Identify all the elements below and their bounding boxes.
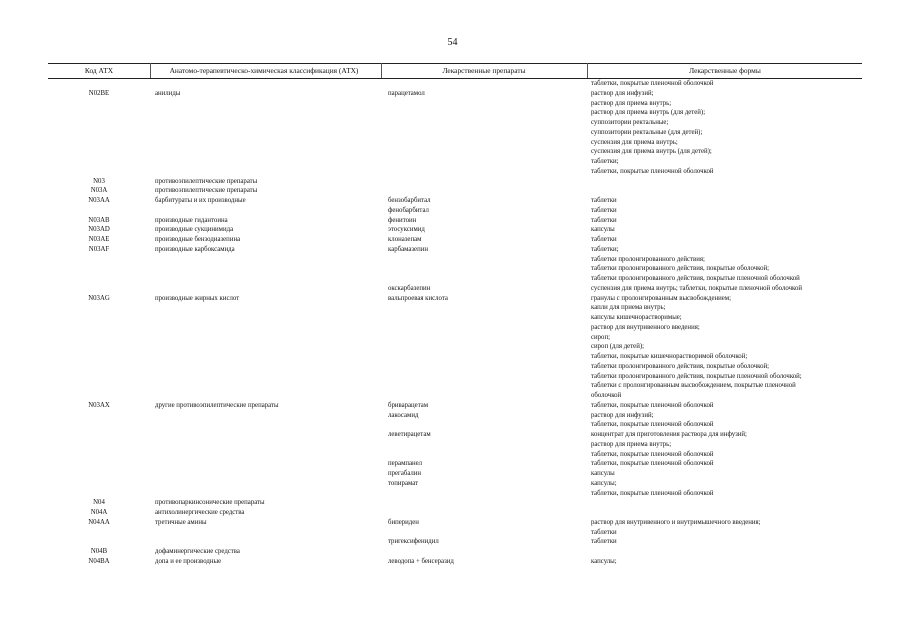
row-drug: тригексифенидил — [388, 538, 439, 546]
table-row — [0, 362, 905, 372]
row-form: таблетки пролонгированного действия, покрытые оболочкой; — [591, 265, 770, 273]
table-row — [0, 225, 905, 235]
row-drug: клоназепам — [388, 236, 422, 243]
table-row — [0, 547, 905, 557]
row-code: N04B — [90, 548, 108, 555]
row-classification: другие противоэпилептические препараты — [155, 401, 279, 409]
row-form: суспензия для приема внутрь; таблетки, покрытые пленочной оболочкой — [591, 284, 803, 292]
row-form: таблетки пролонгированного действия, покрытые пленочной оболочкой — [591, 275, 800, 282]
table-row — [0, 303, 905, 313]
table-row — [0, 372, 905, 382]
table-row — [0, 479, 905, 489]
row-form: суспензия для приема внутрь (для детей); — [591, 148, 712, 156]
row-classification: допа и ее производные — [155, 557, 222, 565]
row-code: N03AE — [88, 236, 110, 243]
row-classification: третичные амины — [155, 518, 207, 526]
table-row — [0, 401, 905, 411]
row-drug: бриварацетам — [388, 401, 429, 409]
row-form: капсулы; — [591, 479, 617, 487]
row-form: таблетки — [591, 528, 617, 536]
row-classification: дофаминергические средства — [155, 548, 240, 555]
table-row — [0, 450, 905, 460]
row-code: N03AD — [88, 226, 110, 234]
header-drugs: Лекарственные препараты — [442, 66, 526, 75]
row-form: раствор для внутривенного и внутримышечного введения; — [591, 518, 761, 526]
table-row — [0, 342, 905, 352]
table-row — [0, 518, 905, 528]
row-code: N02BE — [88, 89, 110, 97]
table-body — [0, 79, 905, 567]
header-forms: Лекарственные формы — [689, 66, 761, 75]
table-row — [0, 411, 905, 421]
table-row — [0, 508, 905, 518]
row-form: таблетки пролонгированного действия; — [591, 255, 705, 263]
row-drug: фенобарбитал — [388, 206, 429, 214]
table-row — [0, 469, 905, 479]
row-form: суппозитории ректальные; — [591, 119, 669, 126]
row-form: концентрат для приготовления раствора для инфузий; — [591, 431, 747, 438]
row-classification: противопаркинсонические препараты — [155, 499, 265, 507]
row-form: таблетки, покрытые пленочной оболочкой — [591, 489, 714, 497]
table-row — [0, 216, 905, 226]
row-form: капсулы — [591, 470, 615, 477]
table-row — [0, 528, 905, 538]
row-drug: перампанел — [388, 460, 423, 468]
row-drug: бензобарбитал — [388, 197, 431, 204]
row-classification: противоэпилептические препараты — [155, 187, 258, 195]
row-form: таблетки, покрытые пленочной оболочкой — [591, 167, 714, 175]
row-drug: окскарбазепин — [388, 284, 431, 292]
table-row — [0, 557, 905, 567]
table-row — [0, 274, 905, 284]
table-row — [0, 89, 905, 99]
table-row — [0, 167, 905, 177]
row-form: таблетки — [591, 216, 617, 224]
page-number: 54 — [447, 37, 458, 48]
row-form: капсулы — [591, 226, 615, 234]
row-code: N03AG — [88, 294, 110, 302]
row-drug: этосуксимид — [388, 226, 425, 234]
row-classification: производные бензодиазепина — [155, 236, 241, 243]
row-form: раствор для внутривенного введения; — [591, 323, 700, 331]
table-row — [0, 157, 905, 167]
row-form: суспензия для приема внутрь; — [591, 138, 678, 146]
row-classification: антихолинергические средства — [155, 509, 245, 516]
table-row — [0, 99, 905, 109]
row-drug: леветирацетам — [388, 431, 431, 438]
table-row — [0, 323, 905, 333]
table-row — [0, 420, 905, 430]
row-drug: вальпроевая кислота — [388, 294, 448, 302]
table-row — [0, 537, 905, 547]
table-row — [0, 440, 905, 450]
table-row — [0, 391, 905, 401]
row-form: таблетки с пролонгированным высвобождением, покрытые пленочной — [591, 382, 796, 390]
table-row — [0, 255, 905, 265]
row-code: N03AA — [88, 197, 110, 204]
row-drug: парацетамол — [388, 89, 425, 97]
row-classification: производные жирных кислот — [155, 294, 240, 302]
table-row — [0, 294, 905, 304]
row-form: таблетки, покрытые пленочной оболочкой — [591, 80, 714, 87]
table-row — [0, 284, 905, 294]
table-row — [0, 430, 905, 440]
table-row — [0, 489, 905, 499]
row-form: гранулы с пролонгированным высвобождением; — [591, 294, 731, 302]
row-drug: бипериден — [388, 518, 419, 526]
table-row — [0, 459, 905, 469]
row-form: таблетки, покрытые пленочной оболочкой — [591, 421, 714, 429]
header-classification: Анатомо-терапевтическо-химическая классификация (АТХ) — [169, 66, 359, 75]
row-classification: барбитураты и их производные — [155, 197, 246, 204]
row-drug: топирамат — [388, 479, 419, 487]
row-form: раствор для инфузий; — [591, 89, 654, 97]
row-drug: фенитоин — [388, 216, 417, 224]
table-row — [0, 177, 905, 187]
table-row — [0, 147, 905, 157]
table-row — [0, 235, 905, 245]
row-code: N03A — [90, 187, 108, 195]
row-form: таблетки; — [591, 245, 619, 253]
row-code: N03AB — [88, 216, 110, 224]
row-drug: лакосамид — [388, 411, 419, 419]
row-form: раствор для приема внутрь; — [591, 99, 672, 107]
row-classification: противоэпилептические препараты — [155, 177, 258, 185]
row-code: N03AF — [88, 245, 110, 253]
table-row — [0, 206, 905, 216]
row-form: раствор для инфузий; — [591, 411, 654, 419]
row-form: капли для приема внутрь; — [591, 304, 666, 312]
row-code: N04 — [93, 499, 105, 507]
row-form: таблетки — [591, 236, 617, 243]
table-row — [0, 138, 905, 148]
row-drug: прегабалин — [388, 470, 422, 477]
row-form: капсулы кишечнорастворимые; — [591, 314, 682, 321]
row-form: таблетки — [591, 197, 617, 204]
table-row — [0, 108, 905, 118]
row-form: раствор для приема внутрь; — [591, 440, 672, 448]
table-row — [0, 352, 905, 362]
row-drug: карбамазепин — [388, 245, 428, 253]
table-row — [0, 381, 905, 391]
table-row — [0, 196, 905, 206]
table-row — [0, 118, 905, 128]
row-form: капсулы; — [591, 557, 617, 565]
table-row — [0, 79, 905, 89]
row-code: N03AX — [88, 401, 110, 409]
row-code: N04BA — [88, 557, 110, 565]
table-row — [0, 333, 905, 343]
table-row — [0, 128, 905, 138]
table-row — [0, 264, 905, 274]
header-code: Код АТХ — [84, 66, 114, 75]
table-row — [0, 498, 905, 508]
row-form: сироп; — [591, 333, 610, 341]
row-drug: леводопа + бенсеразид — [388, 557, 454, 565]
row-form: таблетки, покрытые пленочной оболочкой — [591, 460, 714, 468]
row-form: раствор для приема внутрь (для детей); — [591, 109, 706, 117]
row-form: суппозитории ректальные (для детей); — [591, 128, 703, 136]
row-form: таблетки пролонгированного действия, покрытые оболочкой; — [591, 362, 770, 370]
row-form: таблетки, покрытые кишечнорастворимой оболочкой; — [591, 353, 748, 360]
row-form: таблетки; — [591, 158, 619, 165]
table-header-top-rule — [48, 63, 862, 64]
row-code: N04AA — [88, 518, 110, 526]
row-classification: производные гидантоина — [155, 216, 228, 224]
row-form: сироп (для детей); — [591, 343, 644, 351]
row-form: таблетки, покрытые пленочной оболочкой — [591, 450, 714, 458]
row-classification: анилиды — [155, 89, 181, 97]
row-form: таблетки — [591, 206, 617, 214]
row-classification: производные карбоксамида — [155, 245, 235, 253]
row-code: N04A — [90, 509, 108, 516]
row-form: таблетки, покрытые пленочной оболочкой — [591, 401, 714, 409]
row-form: таблетки — [591, 538, 617, 546]
table-row — [0, 186, 905, 196]
table-row — [0, 245, 905, 255]
row-form: оболочкой — [591, 392, 622, 399]
table-row — [0, 313, 905, 323]
row-code: N03 — [93, 177, 105, 185]
row-classification: производные сукцинимида — [155, 226, 234, 234]
row-form: таблетки пролонгированного действия, покрытые пленочной оболочкой; — [591, 372, 802, 380]
